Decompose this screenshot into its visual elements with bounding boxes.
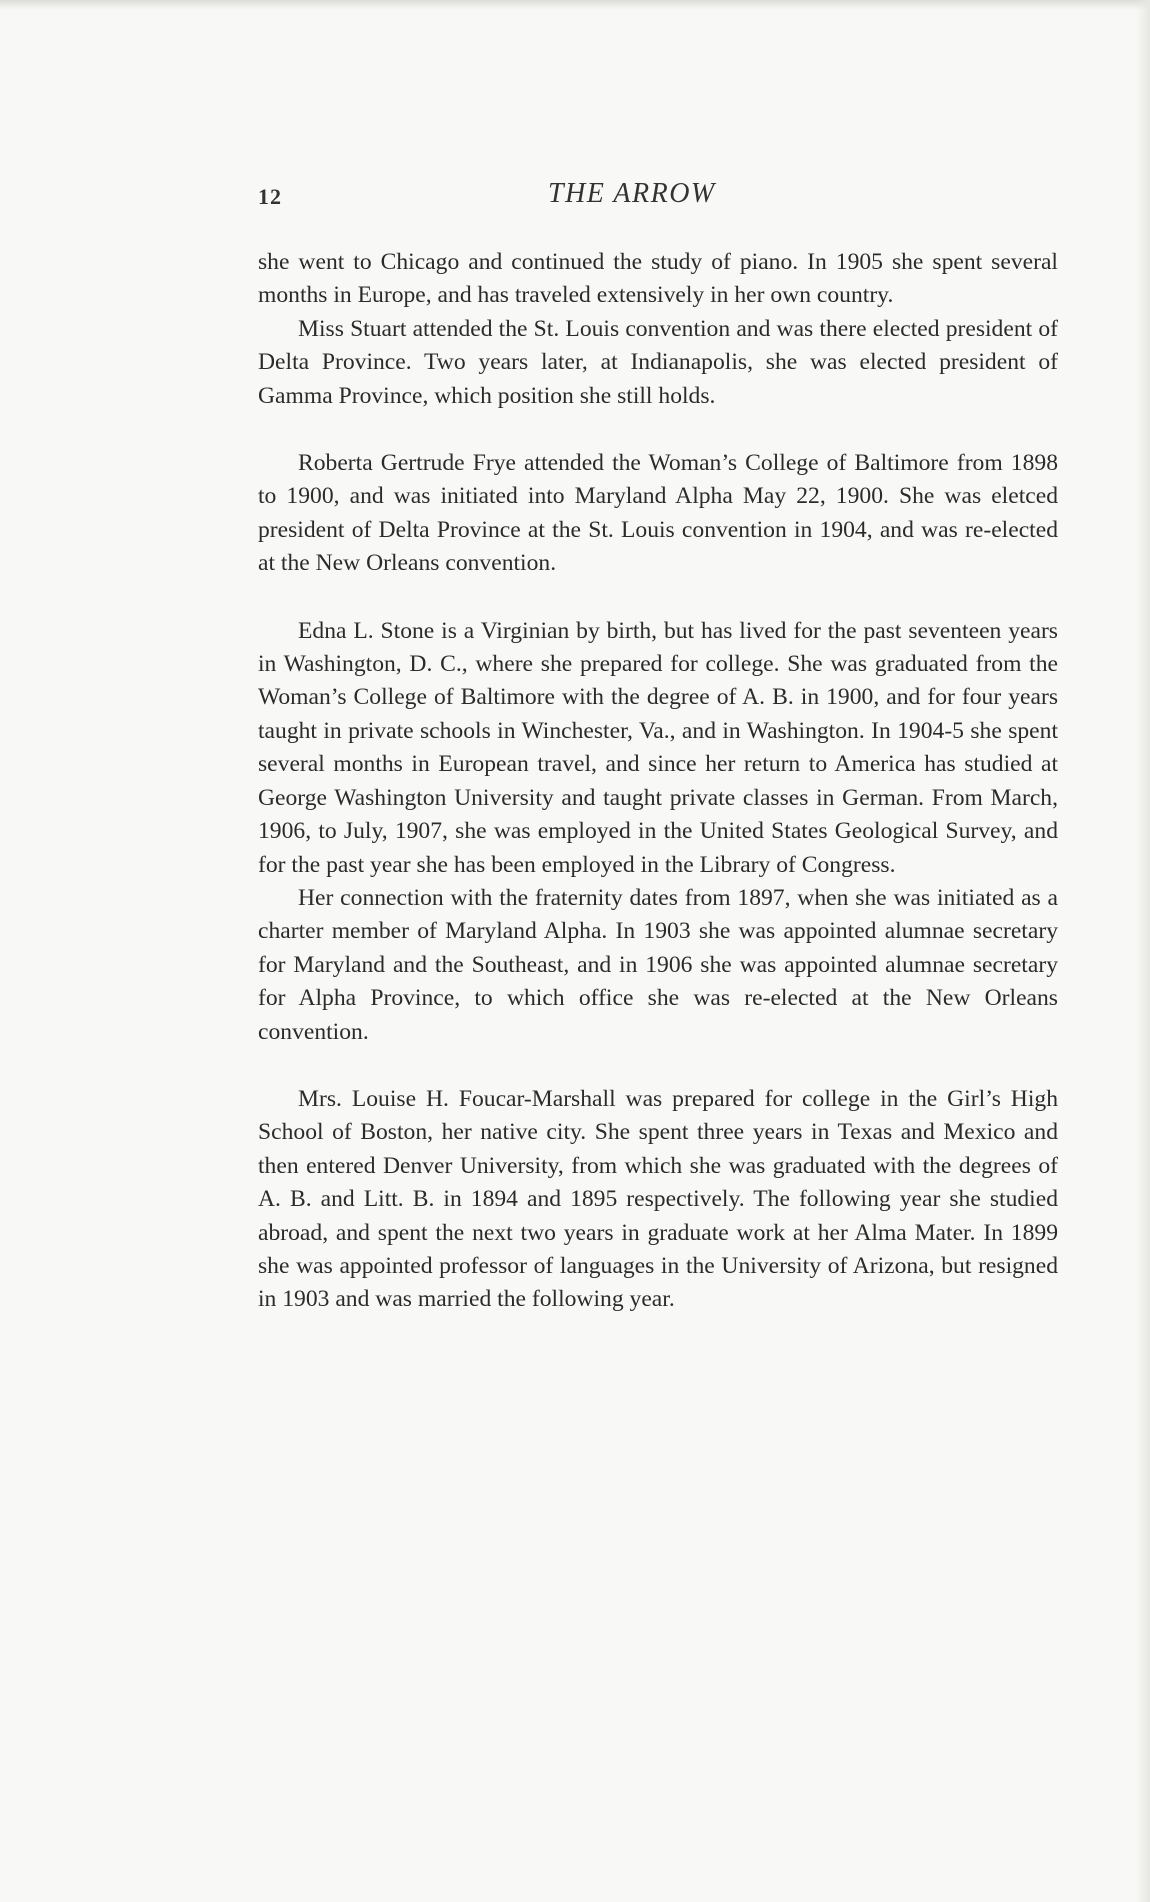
running-title: THE ARROW [548, 178, 716, 209]
paragraph-frye: Roberta Gertrude Frye attended the Woman’s College of Baltimore from 1898 to 1900, and was initiated into Maryland Alpha May 22, 1900. She was eletced president of Delta Province at the St. Louis convention in 1904, and was re-elected at the New Orleans convention. [258, 450, 1058, 577]
page-header [258, 178, 1058, 218]
body-text [258, 246, 1058, 1317]
page-top-edge [0, 0, 1150, 10]
page-number: 12 [258, 184, 282, 209]
paragraph-stone: Edna L. Stone is a Virginian by birth, but has lived for the past seventeen years in Washington, D. C., where she prepared for college. She was graduated from the Woman’s College of Baltimore with the degree of A. B. in 1900, and for four years taught in private schools in Winchester, Va., and in Washington. In 1904-5 she spent several months in European travel, and since her return to America has studied at George Washington University and taught private classes in German. From March, 1906, to July, 1907, she was employed in the United States Geological Survey, and for the past year she has been employed in the Library of Congress. [258, 617, 1058, 878]
paragraph-stone-fraternity: Her connection with the fraternity dates from 1897, when she was initiated as a charter member of Maryland Alpha. In 1903 she was appointed alumnae secretary for Maryland and the Southeast, and in 1906 she was appointed alumnae secretary for Alpha Province, to which office she was re-elected at the New Orleans convention. [258, 884, 1058, 1045]
paragraph-continued: she went to Chicago and continued the study of piano. In 1905 she spent several months in Europe, and has traveled extensively in her own country. [258, 249, 1058, 309]
page-right-edge [1136, 0, 1150, 1902]
paragraph-stuart: Miss Stuart attended the St. Louis convention and was there elected president of Delta Province. Two years later, at Indianapolis, she was elected president of Gamma Province, which position she still holds. [258, 315, 1058, 409]
paragraph-foucar-marshall: Mrs. Louise H. Foucar-Marshall was prepared for college in the Girl’s High School of Boston, her native city. She spent three years in Texas and Mexico and then entered Denver University, from which she was graduated with the degrees of A. B. and Litt. B. in 1894 and 1895 respectively. The following year she studied abroad, and spent the next two years in graduate work at her Alma Mater. In 1899 she was appointed professor of languages in the University of Arizona, but resigned in 1903 and was married the following year. [258, 1085, 1058, 1313]
